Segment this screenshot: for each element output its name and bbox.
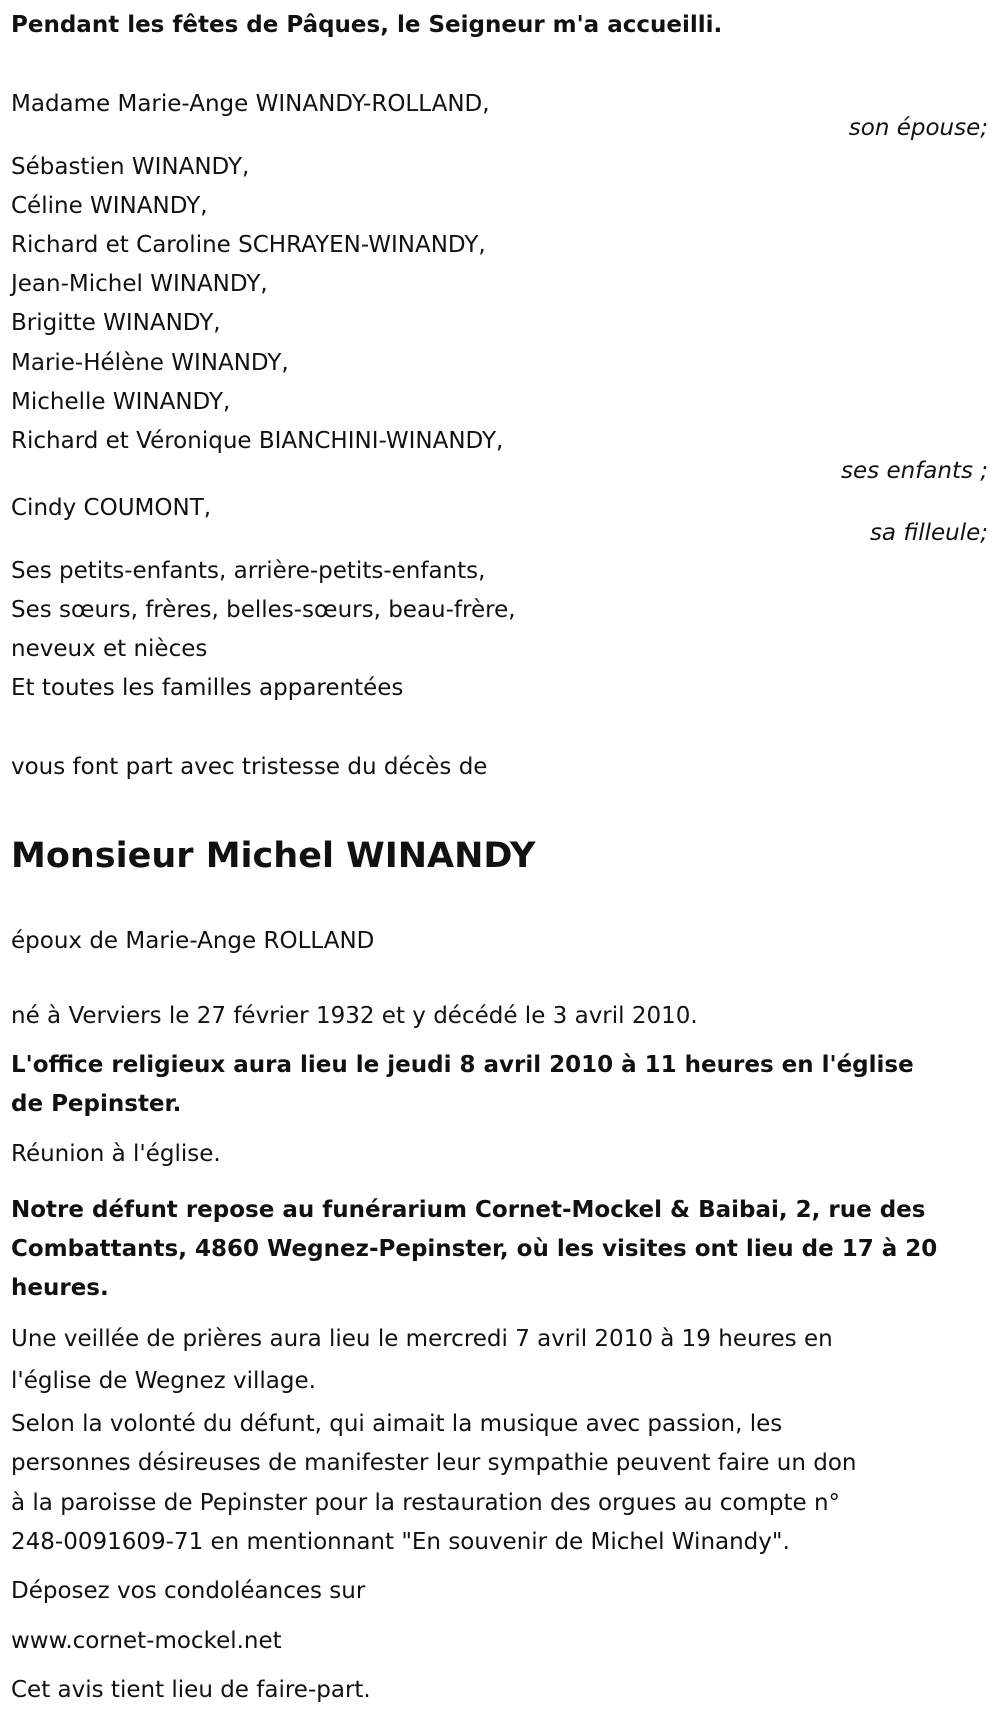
- child-name: Céline WINANDY,: [11, 193, 208, 219]
- deceased-spouse: époux de Marie-Ange ROLLAND: [11, 928, 375, 954]
- child-name: Marie-Hélène WINANDY,: [11, 350, 289, 376]
- vigil-line: Une veillée de prières aura lieu le mercredi 7 avril 2010 à 19 heures en: [11, 1326, 833, 1352]
- child-name: Jean-Michel WINANDY,: [11, 271, 268, 297]
- spouse-name: Madame Marie-Ange WINANDY-ROLLAND,: [11, 91, 490, 117]
- donation-line: personnes désireuses de manifester leur sympathie peuvent faire un don: [11, 1450, 857, 1476]
- funeral-home-line: heures.: [11, 1275, 109, 1301]
- spouse-relation: son épouse;: [848, 115, 988, 141]
- donation-line: à la paroisse de Pepinster pour la restauration des orgues au compte n°: [11, 1490, 841, 1516]
- funeral-home-line: Notre défunt repose au funérarium Cornet-Mockel & Baibai, 2, rue des: [11, 1197, 926, 1223]
- donation-line: Selon la volonté du défunt, qui aimait la musique avec passion, les: [11, 1411, 783, 1437]
- child-name: Sébastien WINANDY,: [11, 154, 250, 180]
- child-name: Richard et Caroline SCHRAYEN-WINANDY,: [11, 232, 486, 258]
- deceased-name: Monsieur Michel WINANDY: [11, 836, 536, 876]
- birth-death: né à Verviers le 27 février 1932 et y décédé le 3 avril 2010.: [11, 1003, 698, 1029]
- child-name: Michelle WINANDY,: [11, 389, 231, 415]
- meeting-info: Réunion à l'église.: [11, 1141, 221, 1167]
- relatives-line: Ses petits-enfants, arrière-petits-enfants,: [11, 558, 486, 584]
- child-name: Richard et Véronique BIANCHINI-WINANDY,: [11, 428, 504, 454]
- closing-note: Cet avis tient lieu de faire-part.: [11, 1677, 371, 1703]
- children-relation: ses enfants ;: [841, 458, 988, 484]
- goddaughter-name: Cindy COUMONT,: [11, 495, 212, 521]
- relatives-line: neveux et nièces: [11, 636, 208, 662]
- relatives-line: Et toutes les familles apparentées: [11, 675, 404, 701]
- relatives-line: Ses sœurs, frères, belles-sœurs, beau-frère,: [11, 597, 516, 623]
- heading-verse: Pendant les fêtes de Pâques, le Seigneur m'a accueilli.: [11, 12, 723, 38]
- service-line: de Pepinster.: [11, 1091, 182, 1117]
- website-link[interactable]: www.cornet-mockel.net: [11, 1628, 282, 1654]
- service-line: L'office religieux aura lieu le jeudi 8 avril 2010 à 11 heures en l'église: [11, 1052, 914, 1078]
- goddaughter-relation: sa filleule;: [869, 520, 988, 546]
- child-name: Brigitte WINANDY,: [11, 310, 221, 336]
- condolences-label: Déposez vos condoléances sur: [11, 1578, 366, 1604]
- vigil-line: l'église de Wegnez village.: [11, 1368, 316, 1394]
- donation-line: 248-0091609-71 en mentionnant "En souvenir de Michel Winandy".: [11, 1529, 790, 1555]
- funeral-home-line: Combattants, 4860 Wegnez-Pepinster, où les visites ont lieu de 17 à 20: [11, 1236, 938, 1262]
- announcement-text: vous font part avec tristesse du décès de: [11, 754, 488, 780]
